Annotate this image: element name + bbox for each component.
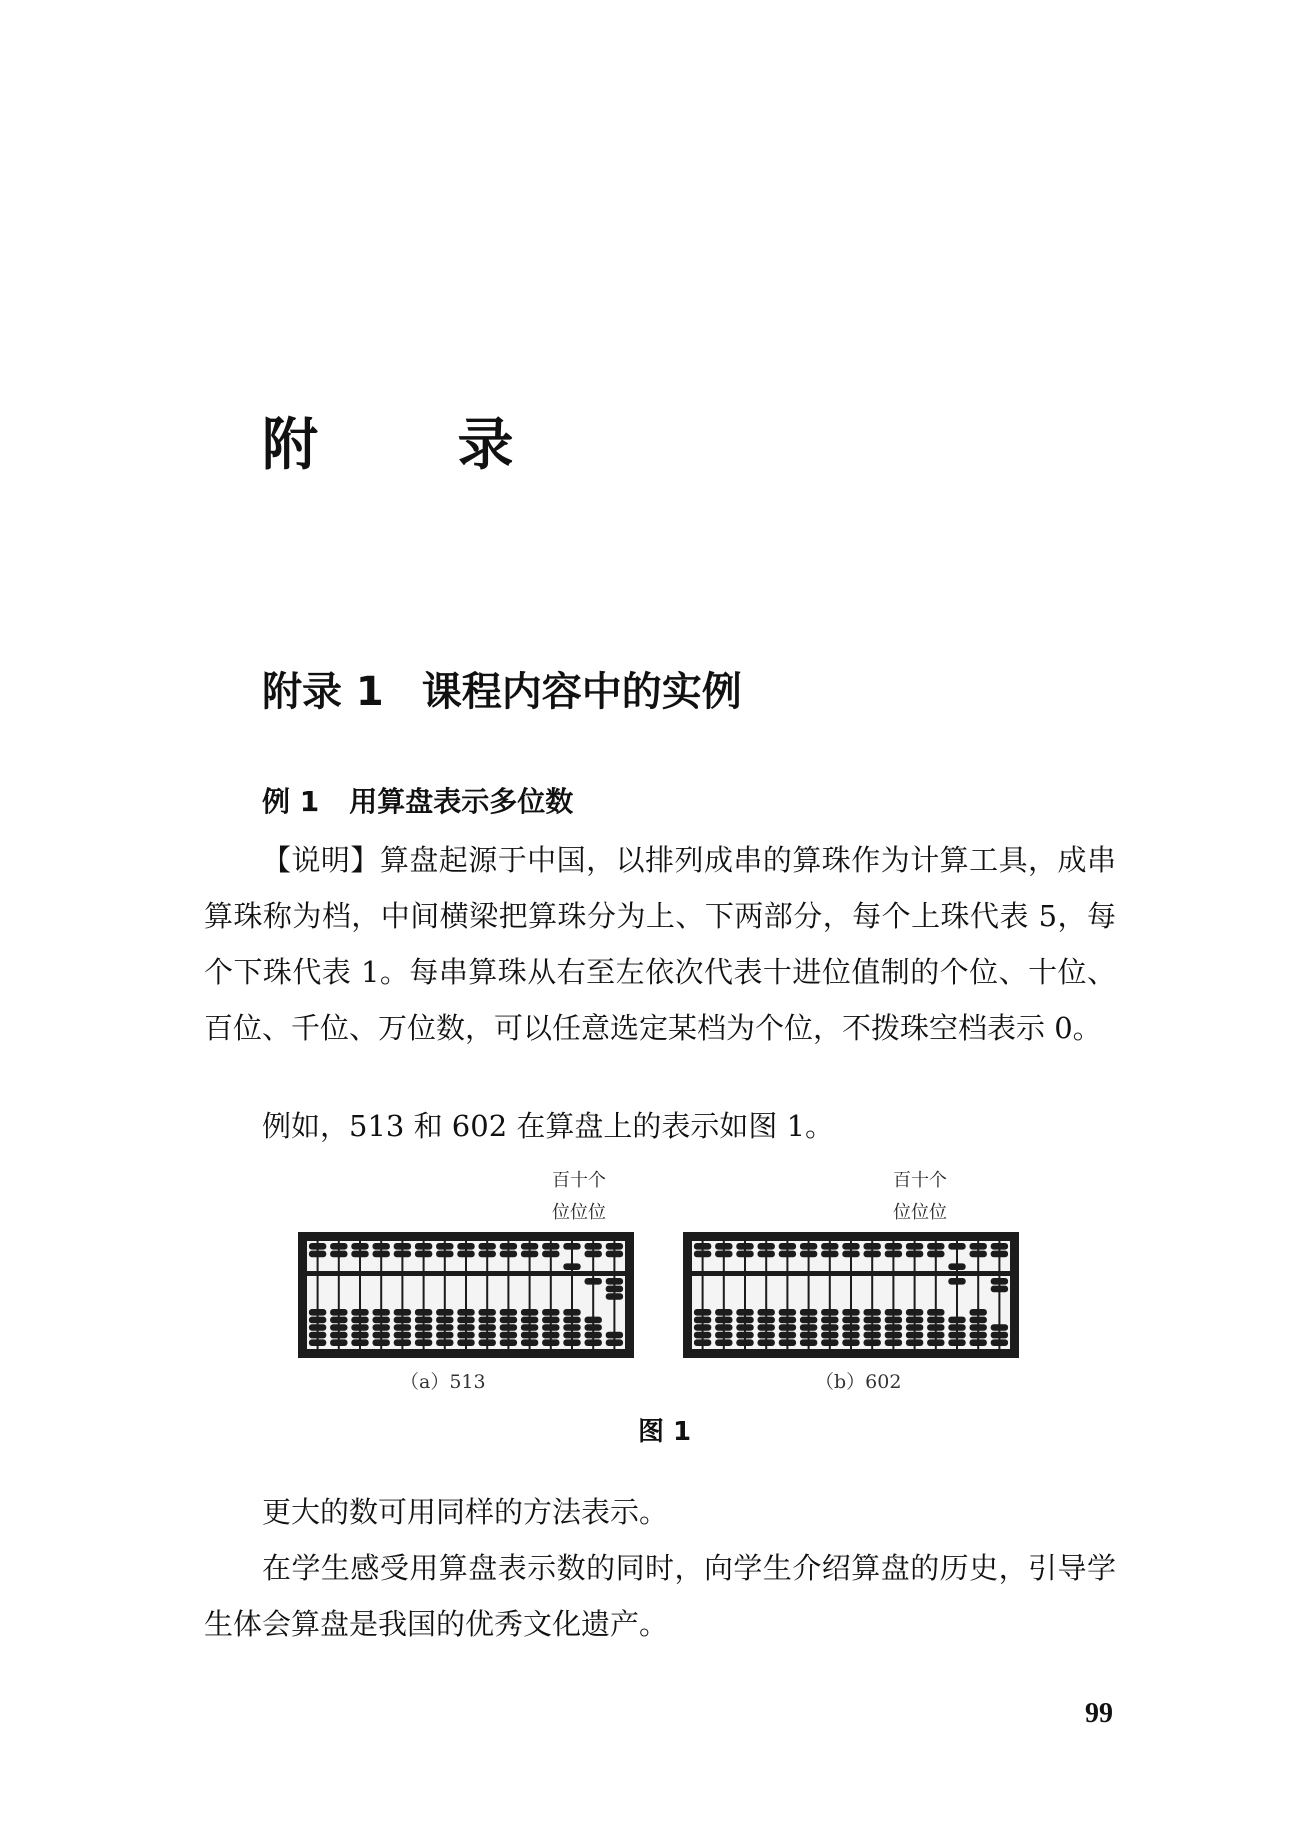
abacus-upper-bead [694,1251,711,1258]
abacus-b-place-labels-top: 百十个 [893,1170,947,1191]
abacus-lower-bead [394,1309,411,1316]
abacus-upper-bead [415,1243,432,1250]
abacus-lower-bead [991,1332,1008,1339]
abacus-lower-bead [821,1317,838,1324]
abacus-lower-bead [970,1317,987,1324]
abacus-lower-bead [906,1317,923,1324]
abacus-lower-bead [563,1324,580,1331]
abacus-lower-bead [694,1309,711,1316]
section-title: 课程内容中的实例 [421,669,742,715]
abacus-upper-bead [842,1243,859,1250]
abacus-lower-bead [457,1317,474,1324]
abacus-lower-bead [457,1324,474,1331]
paragraph-description: 【说明】算盘起源于中国，以排列成串的算珠作为计算工具，成串算珠称为档，中间横梁把算珠分为上、下两部分，每个上珠代表 5，每个下珠代表 1。每串算珠从右至左依次代表十进位值制的个位、十位、百位、千位、万位数，可以任意选定某档为个位，不拨珠空档表示 0。 [204,843,1116,1045]
abacus-lower-bead [842,1332,859,1339]
page-title: 附 录 [262,413,574,478]
abacus-lower-bead [864,1339,881,1346]
abacus-lower-bead [436,1309,453,1316]
abacus-lower-bead [991,1286,1008,1293]
example-heading [262,785,574,818]
abacus-lower-bead [330,1332,347,1339]
abacus-a-place-labels-bottom: 位位位 [552,1202,606,1223]
abacus-upper-bead [479,1243,496,1250]
abacus-lower-bead [563,1317,580,1324]
abacus-upper-bead [351,1243,368,1250]
abacus-lower-bead [885,1309,902,1316]
abacus-lower-bead [585,1324,602,1331]
abacus-lower-bead [309,1324,326,1331]
abacus-lower-bead [906,1332,923,1339]
abacus-lower-bead [351,1317,368,1324]
abacus-lower-bead [715,1317,732,1324]
abacus-upper-bead [309,1251,326,1258]
abacus-lower-bead [373,1332,390,1339]
abacus-upper-bead [800,1243,817,1250]
abacus-upper-bead [330,1251,347,1258]
abacus-lower-bead [906,1324,923,1331]
abacus-lower-bead [927,1339,944,1346]
abacus-lower-bead [948,1317,965,1324]
abacus-lower-bead [521,1317,538,1324]
abacus-upper-bead [585,1251,602,1258]
abacus-lower-bead [906,1339,923,1346]
abacus-lower-bead [800,1317,817,1324]
abacus-lower-bead [436,1339,453,1346]
abacus-lower-bead [970,1309,987,1316]
figure-caption: 图 1 [638,1417,692,1447]
example-number: 例 1 [262,785,320,818]
abacus-b-caption: （b）602 [815,1371,902,1393]
abacus-lower-bead [800,1324,817,1331]
abacus-lower-bead [330,1309,347,1316]
abacus-lower-bead [694,1332,711,1339]
abacus-lower-bead [479,1309,496,1316]
abacus-figure [0,1160,1304,1450]
abacus-lower-bead [842,1339,859,1346]
abacus-upper-bead [927,1243,944,1250]
abacus-lower-bead [436,1317,453,1324]
abacus-lower-bead [779,1332,796,1339]
abacus-lower-bead [991,1339,1008,1346]
abacus-lower-bead [542,1309,559,1316]
abacus-lower-bead [842,1309,859,1316]
abacus-lower-bead [500,1324,517,1331]
abacus-upper-bead [991,1251,1008,1258]
abacus-lower-bead [415,1339,432,1346]
abacus-lower-bead [821,1309,838,1316]
abacus-lower-bead [330,1339,347,1346]
abacus-lower-bead [779,1324,796,1331]
abacus-lower-bead [457,1339,474,1346]
abacus-lower-bead [885,1332,902,1339]
example-title: 用算盘表示多位数 [349,785,574,818]
abacus-lower-bead [521,1339,538,1346]
abacus-lower-bead [585,1332,602,1339]
abacus-lower-bead [436,1324,453,1331]
abacus-upper-bead [394,1251,411,1258]
abacus-upper-bead [800,1251,817,1258]
abacus-upper-bead [864,1251,881,1258]
abacus-lower-bead [736,1332,753,1339]
abacus-lower-bead [885,1339,902,1346]
abacus-upper-bead [736,1243,753,1250]
abacus-a-caption: （a）513 [400,1371,486,1393]
abacus-upper-bead [542,1251,559,1258]
abacus-lower-bead [715,1332,732,1339]
paragraph-larger-numbers: 更大的数可用同样的方法表示。 [262,1495,669,1529]
abacus-upper-bead [948,1243,965,1250]
abacus-lower-bead [906,1309,923,1316]
abacus-a [298,1170,634,1393]
abacus-lower-bead [779,1339,796,1346]
abacus-upper-bead [694,1243,711,1250]
abacus-upper-bead [521,1243,538,1250]
abacus-b-place-labels-bottom: 位位位 [893,1202,947,1223]
abacus-upper-bead [521,1251,538,1258]
abacus-lower-bead [885,1324,902,1331]
abacus-upper-bead [373,1243,390,1250]
abacus-upper-bead [927,1251,944,1258]
abacus-upper-bead [885,1243,902,1250]
abacus-lower-bead [736,1317,753,1324]
abacus-lower-bead [373,1339,390,1346]
abacus-lower-bead [479,1339,496,1346]
abacus-lower-bead [864,1332,881,1339]
abacus-lower-bead [927,1332,944,1339]
paragraph-example-intro: 例如，513 和 602 在算盘上的表示如图 1。 [262,1109,835,1143]
abacus-lower-bead [864,1317,881,1324]
abacus-lower-bead [309,1317,326,1324]
abacus-lower-bead [351,1324,368,1331]
abacus-upper-bead [779,1243,796,1250]
abacus-lower-bead [864,1324,881,1331]
abacus-upper-bead [736,1251,753,1258]
abacus-lower-bead [606,1339,623,1346]
abacus-lower-bead [500,1317,517,1324]
abacus-upper-bead [758,1251,775,1258]
abacus-lower-bead [970,1339,987,1346]
abacus-upper-bead [606,1243,623,1250]
abacus-lower-bead [563,1332,580,1339]
abacus-lower-bead [521,1324,538,1331]
abacus-lower-bead [373,1324,390,1331]
section-number: 附录 1 [262,669,384,715]
abacus-lower-bead [715,1324,732,1331]
abacus-lower-bead [948,1324,965,1331]
abacus-lower-bead [436,1332,453,1339]
abacus-lower-bead [585,1339,602,1346]
abacus-lower-bead [394,1339,411,1346]
abacus-upper-bead [906,1251,923,1258]
abacus-upper-bead [436,1251,453,1258]
abacus-lower-bead [948,1339,965,1346]
abacus-lower-bead [991,1324,1008,1331]
abacus-upper-bead [715,1243,732,1250]
abacus-upper-bead [970,1243,987,1250]
abacus-lower-bead [927,1309,944,1316]
abacus-lower-bead [694,1324,711,1331]
abacus-upper-bead [906,1243,923,1250]
abacus-lower-bead [309,1332,326,1339]
abacus-lower-bead [821,1324,838,1331]
abacus-lower-bead [415,1332,432,1339]
abacus-lower-bead [694,1317,711,1324]
abacus-lower-bead [394,1317,411,1324]
abacus-lower-bead [842,1317,859,1324]
abacus-lower-bead [758,1332,775,1339]
abacus-lower-bead [970,1324,987,1331]
abacus-upper-bead [479,1251,496,1258]
abacus-lower-bead [694,1339,711,1346]
abacus-lower-bead [521,1332,538,1339]
abacus-lower-bead [948,1332,965,1339]
abacus-lower-bead [309,1309,326,1316]
abacus-lower-bead [457,1332,474,1339]
abacus-lower-bead [800,1309,817,1316]
abacus-lower-bead [500,1332,517,1339]
abacus-upper-bead [821,1251,838,1258]
abacus-lower-bead [479,1317,496,1324]
abacus-lower-bead [373,1317,390,1324]
abacus-lower-bead [585,1317,602,1324]
abacus-upper-bead [394,1243,411,1250]
abacus-upper-bead [821,1243,838,1250]
abacus-lower-bead [736,1339,753,1346]
page-number: 99 [1085,1698,1113,1729]
abacus-lower-bead [715,1339,732,1346]
abacus-lower-bead [479,1324,496,1331]
abacus-lower-bead [715,1309,732,1316]
abacus-lower-bead [864,1309,881,1316]
abacus-lower-bead [885,1317,902,1324]
abacus-lower-bead [373,1309,390,1316]
abacus-lower-bead [821,1332,838,1339]
abacus-upper-bead [885,1251,902,1258]
abacus-lower-bead [351,1339,368,1346]
abacus-lower-bead [457,1309,474,1316]
abacus-lower-bead [970,1332,987,1339]
abacus-lower-bead [415,1324,432,1331]
abacus-upper-bead [457,1251,474,1258]
abacus-lower-bead [758,1339,775,1346]
abacus-upper-bead [948,1263,965,1270]
abacus-upper-bead [500,1243,517,1250]
abacus-upper-bead [500,1251,517,1258]
abacus-upper-bead [779,1251,796,1258]
abacus-upper-bead [606,1251,623,1258]
abacus-lower-bead [927,1317,944,1324]
abacus-b [683,1170,1019,1393]
abacus-lower-bead [948,1278,965,1285]
abacus-lower-bead [736,1324,753,1331]
abacus-upper-bead [563,1263,580,1270]
paragraph-history: 在学生感受用算盘表示数的同时，向学生介绍算盘的历史，引导学生体会算盘是我国的优秀文化遗产。 [204,1551,1116,1641]
abacus-lower-bead [927,1324,944,1331]
abacus-lower-bead [542,1339,559,1346]
abacus-lower-bead [563,1309,580,1316]
abacus-lower-bead [606,1278,623,1285]
abacus-lower-bead [800,1339,817,1346]
abacus-upper-bead [373,1251,390,1258]
abacus-lower-bead [563,1339,580,1346]
abacus-lower-bead [394,1324,411,1331]
abacus-upper-bead [758,1243,775,1250]
abacus-upper-bead [563,1243,580,1250]
abacus-lower-bead [500,1309,517,1316]
abacus-lower-bead [479,1332,496,1339]
abacus-lower-bead [542,1332,559,1339]
abacus-lower-bead [542,1324,559,1331]
abacus-lower-bead [542,1317,559,1324]
abacus-lower-bead [821,1339,838,1346]
abacus-upper-bead [715,1251,732,1258]
abacus-lower-bead [309,1339,326,1346]
abacus-upper-bead [436,1243,453,1250]
abacus-lower-bead [842,1324,859,1331]
abacus-upper-bead [415,1251,432,1258]
abacus-upper-bead [864,1243,881,1250]
abacus-upper-bead [457,1243,474,1250]
abacus-lower-bead [415,1317,432,1324]
abacus-upper-bead [351,1251,368,1258]
section-heading [262,669,742,715]
abacus-lower-bead [415,1309,432,1316]
abacus-lower-bead [330,1324,347,1331]
abacus-lower-bead [351,1309,368,1316]
abacus-lower-bead [736,1309,753,1316]
abacus-upper-bead [542,1243,559,1250]
abacus-upper-bead [585,1243,602,1250]
abacus-lower-bead [351,1332,368,1339]
abacus-lower-bead [585,1278,602,1285]
abacus-lower-bead [779,1317,796,1324]
abacus-lower-bead [991,1278,1008,1285]
abacus-lower-bead [521,1309,538,1316]
abacus-upper-bead [309,1243,326,1250]
abacus-lower-bead [758,1309,775,1316]
abacus-lower-bead [606,1293,623,1300]
abacus-lower-bead [330,1317,347,1324]
abacus-lower-bead [606,1286,623,1293]
abacus-lower-bead [800,1332,817,1339]
abacus-lower-bead [394,1332,411,1339]
abacus-upper-bead [842,1251,859,1258]
abacus-lower-bead [779,1309,796,1316]
abacus-upper-bead [970,1251,987,1258]
abacus-lower-bead [758,1317,775,1324]
abacus-lower-bead [500,1339,517,1346]
abacus-a-place-labels-top: 百十个 [552,1170,606,1191]
abacus-lower-bead [758,1324,775,1331]
abacus-upper-bead [991,1243,1008,1250]
abacus-upper-bead [330,1243,347,1250]
abacus-lower-bead [606,1332,623,1339]
